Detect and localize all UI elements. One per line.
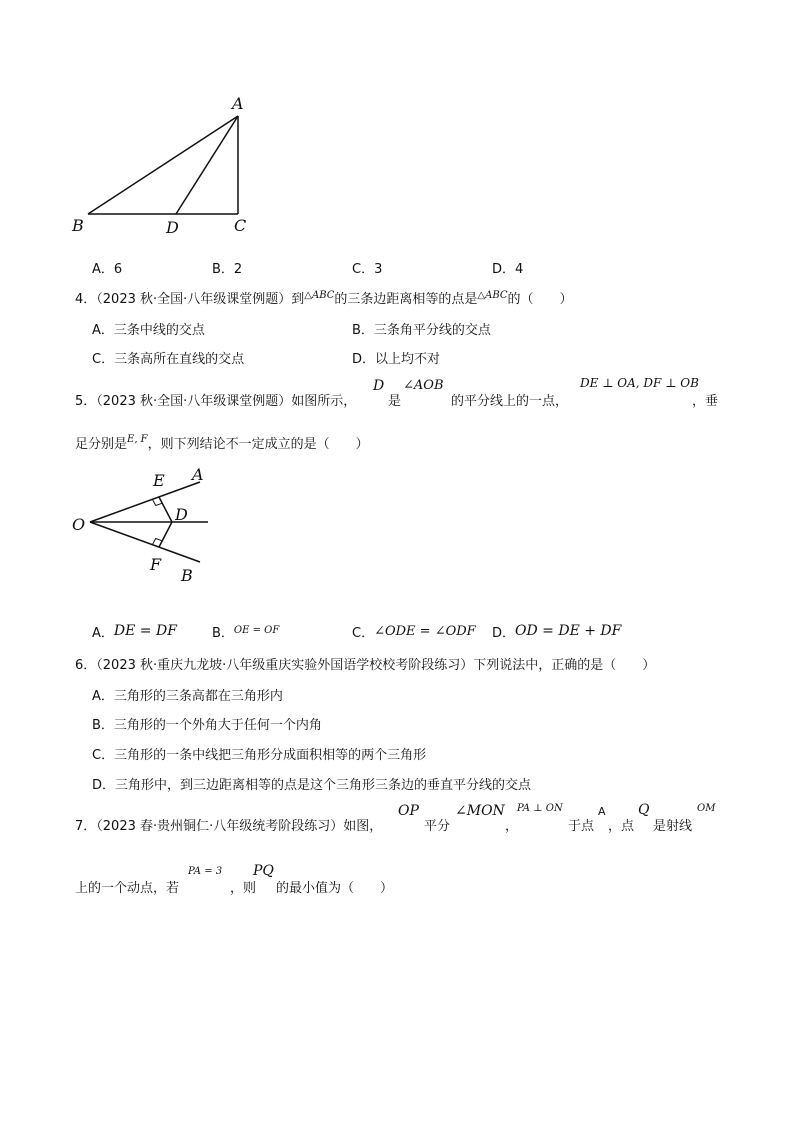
q5-option-a [92,622,177,641]
question-number: 4． [75,292,97,307]
angle-aob: ∠AOB [403,378,444,393]
perpendicular-conditions: DE ⊥ OA, DF ⊥ OB [580,376,699,390]
stem-text: 的三条边距离相等的点是 [334,292,478,307]
label-f: F [150,555,162,574]
q4-option-b [352,319,491,338]
segment-ad [176,116,238,214]
option-letter: A． [92,626,114,641]
option-expression: OE = OF [233,625,280,636]
label-d: D [175,505,188,524]
label-e: E [153,471,165,490]
option-letter: D． [492,626,516,641]
option-expression: OD = DE + DF [515,623,622,639]
q6-option-b [92,714,322,733]
option-text: 三条中线的交点 [113,323,205,338]
q7-stem-line1 [75,815,382,834]
question-source: （2023 秋·全国·八年级课堂例题） [96,292,292,307]
stem-text: 如图所示， [291,394,357,409]
q5-stem-line1 [75,390,356,409]
stem-text: 下列说法中，正确的是（ ） [473,658,656,673]
option-letter: B． [212,626,234,641]
q4-stem [75,288,573,307]
q6-option-c [92,744,426,763]
q4-option-c [92,348,244,367]
stem-text: ， [505,819,519,834]
option-text: 三条角平分线的交点 [373,323,491,338]
option-value: 2 [233,262,243,277]
q3-option-a [92,258,122,277]
label-c: C [234,216,247,235]
stem-text: ，垂 [692,394,719,409]
q5-option-d [492,622,621,641]
question-source: （2023 春·贵州铜仁·八年级统考阶段练习） [96,819,344,834]
stem-text: ，则下列结论不一定成立的是（ ） [147,437,369,452]
label-b: B [72,216,84,235]
option-letter: B． [92,718,114,733]
option-text: 三角形的三条高都在三角形内 [113,689,283,704]
q3-option-c [352,258,382,277]
triangle-figure [60,90,290,240]
stem-text: 的平分线上的一点， [451,394,569,409]
option-letter: A． [92,689,114,704]
option-expression: DE = DF [113,623,177,639]
stem-text: 的最小值为（ ） [276,881,394,896]
stem-text: 足分别是 [75,437,128,452]
q5-option-b [212,622,279,641]
stem-text: 如图， [343,819,383,834]
ray-om: OM [697,803,716,814]
question-number: 6． [75,658,97,673]
triangle-abc: △ABC [477,290,508,301]
option-letter: C． [92,352,115,367]
stem-text: 到 [291,292,305,307]
label-a: A [192,465,204,484]
stem-text: 于点 [568,819,595,834]
point-d: D [373,378,385,394]
stem-text: ，点 [608,819,635,834]
option-text: 以上均不对 [375,352,441,367]
ray-ob [90,522,200,562]
option-letter: C． [352,626,375,641]
stem-text: 是射线 [653,819,693,834]
perpendicular-pa-on: PA ⊥ ON [517,803,563,814]
option-letter: C． [352,262,375,277]
label-a: A [232,94,244,113]
question-number: 5． [75,394,97,409]
segment-ba [88,116,238,214]
q6-stem [75,654,655,673]
option-value: 6 [113,262,123,277]
option-letter: D． [92,778,116,793]
option-letter: C． [92,748,115,763]
option-letter: B． [212,262,234,277]
angle-mon: ∠MON [455,803,505,819]
option-letter: A． [92,262,114,277]
option-text: 三条高所在直线的交点 [114,352,245,367]
q6-option-a [92,685,283,704]
q5-stem-line2 [75,433,369,452]
option-value: 3 [374,262,383,277]
option-letter: A． [92,323,114,338]
option-letter: D． [352,352,376,367]
option-expression: ∠ODE = ∠ODF [374,624,476,639]
option-text: 三角形中，到三边距离相等的点是这个三角形三条边的垂直平分线的交点 [115,778,532,793]
option-text: 三角形的一个外角大于任何一个内角 [113,718,322,733]
stem-text: 平分 [424,819,451,834]
segment-de [159,497,172,522]
stem-text: ，则 [230,881,257,896]
q3-option-b [212,258,242,277]
label-d: D [166,218,179,237]
label-o: O [72,515,86,534]
q4-option-d [352,348,440,367]
pa-equals-3: PA = 3 [188,866,223,877]
ray-op: OP [398,803,419,819]
option-letter: B． [352,323,374,338]
question-number: 7． [75,819,97,834]
option-letter: D． [492,262,516,277]
triangle-abc: △ABC [304,290,335,301]
segment-df [159,522,172,547]
stem-text: 是 [388,394,402,409]
question-source: （2023 秋·重庆九龙坡·八年级重庆实验外国语学校校考阶段练习） [96,658,474,673]
option-value: 4 [515,262,524,277]
points-ef: E, F [127,434,148,445]
angle-bisector-figure [70,460,220,585]
q6-option-d [92,774,531,793]
stem-text: 的（ ） [507,292,573,307]
segment-pq: PQ [253,863,274,879]
stem-text: 上的一个动点，若 [75,881,180,896]
q3-option-d [492,258,523,277]
q4-option-a [92,319,205,338]
point-a: A [598,805,606,818]
point-q: Q [638,802,650,818]
label-b: B [181,566,193,585]
question-source: （2023 秋·全国·八年级课堂例题） [96,394,292,409]
option-text: 三角形的一条中线把三角形分成面积相等的两个三角形 [114,748,427,763]
q5-option-c [352,622,476,641]
